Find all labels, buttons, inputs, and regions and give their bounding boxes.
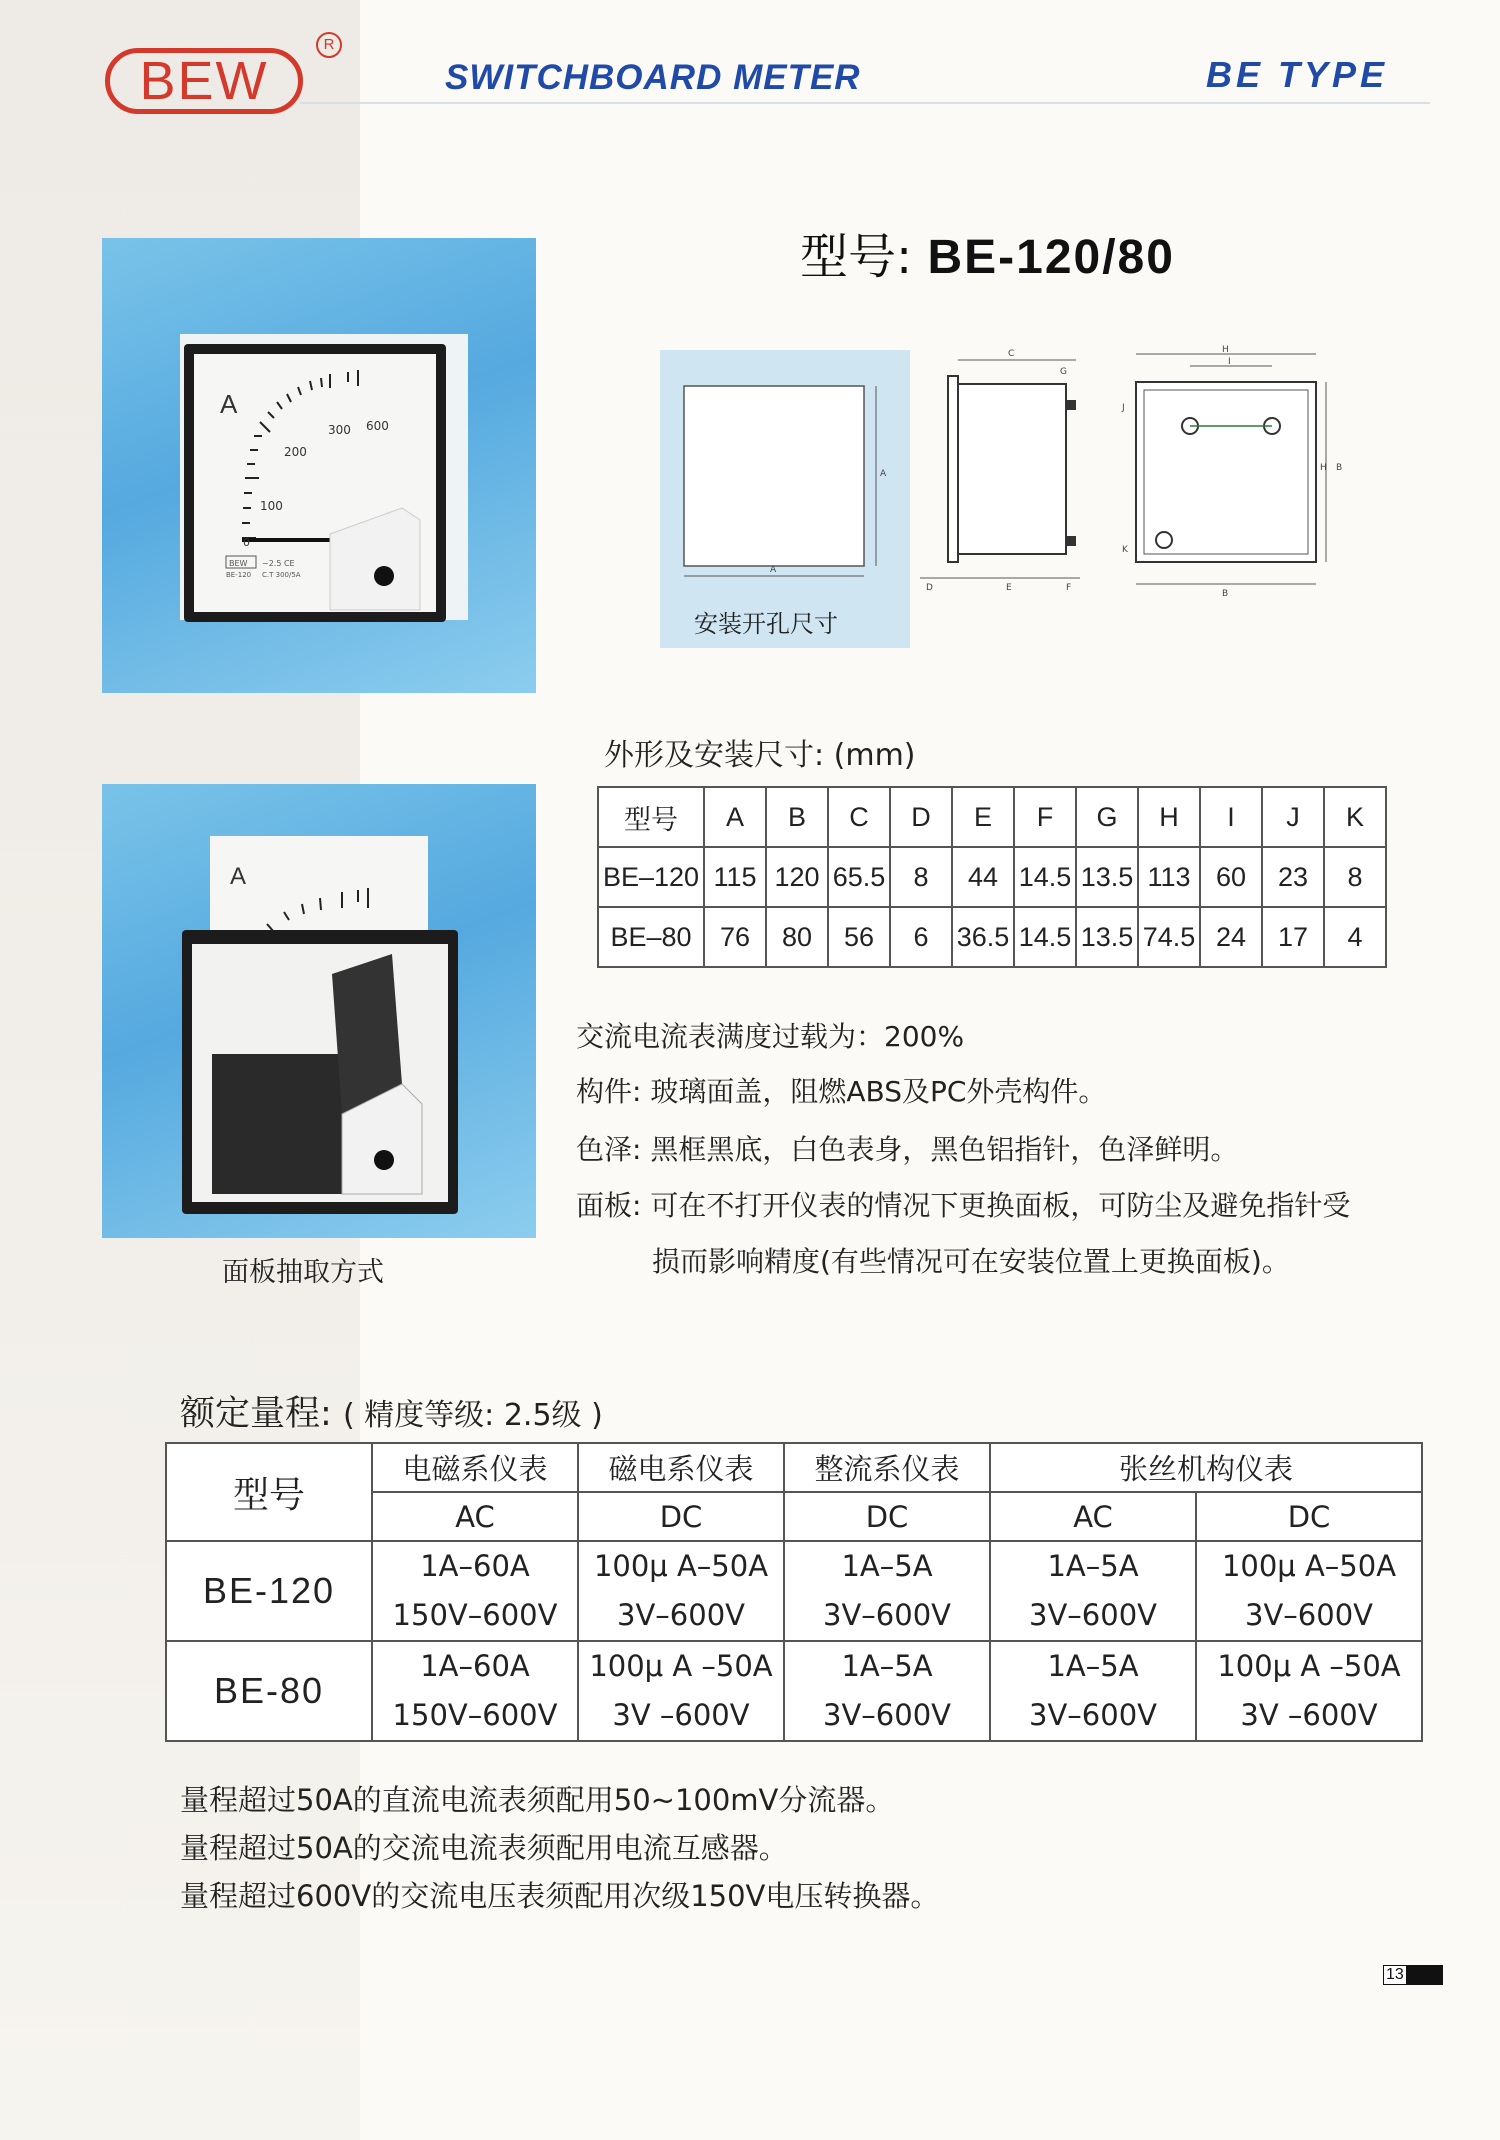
rear-letter-k: K: [1122, 545, 1128, 555]
ranges-subtitle: ( 精度等级: 2.5级 ): [342, 1398, 603, 1433]
dim-header-c: C: [828, 787, 890, 847]
table-cell: BE–80: [598, 907, 704, 967]
cutout-square: [684, 386, 864, 566]
dial-logo: BEW: [229, 559, 248, 568]
ranges-table: [165, 1442, 1423, 1742]
type-ac-2: AC: [990, 1492, 1196, 1541]
dim-header-k: K: [1324, 787, 1386, 847]
dial-unit: A: [220, 389, 238, 419]
range-model-be120: BE-120: [166, 1541, 372, 1641]
table-cell: 23: [1262, 847, 1324, 907]
dial-model: BE-120: [226, 571, 252, 579]
type-ac-1: AC: [372, 1492, 578, 1541]
table-cell: 36.5: [952, 907, 1014, 967]
type-dc-1: DC: [578, 1492, 784, 1541]
dial-label-300: 300: [328, 423, 351, 437]
page-number-tab: [1383, 1965, 1443, 1985]
note-voltage-transformer: 量程超过600V的交流电压表须配用次级150V电压转换器。: [180, 1879, 940, 1913]
rear-letter-j: J: [1122, 403, 1125, 413]
table-cell: 56: [828, 907, 890, 967]
table-cell: 115: [704, 847, 766, 907]
zero-adjust-knob-2: [374, 1150, 394, 1170]
cutout-caption: 安装开孔尺寸: [694, 610, 838, 638]
side-letter-g: G: [1060, 367, 1067, 377]
range-line: 1A–60A: [420, 1649, 530, 1683]
logo-text: BEW: [139, 51, 269, 111]
dim-header-j: J: [1262, 787, 1324, 847]
dial-label-600: 600: [366, 419, 389, 433]
header-rule: [300, 102, 1430, 104]
range-line: 1A–5A: [841, 1549, 933, 1583]
ranges-row-be120: [166, 1541, 1422, 1641]
table-cell: [578, 1541, 784, 1641]
note-dc-shunt: 量程超过50A的直流电流表须配用50~100mV分流器。: [180, 1783, 895, 1817]
table-cell: 8: [1324, 847, 1386, 907]
table-cell: 14.5: [1014, 907, 1076, 967]
model-heading: [800, 218, 1175, 287]
ranges-model-header: 型号: [166, 1443, 372, 1541]
range-line: 100μ A–50A: [593, 1549, 769, 1583]
rear-view-diagram: [1112, 340, 1352, 600]
meter-front-illustration: [102, 238, 536, 693]
table-cell: [372, 1541, 578, 1641]
table-cell: [990, 1541, 1196, 1641]
table-cell: 44: [952, 847, 1014, 907]
type-dc-3: DC: [1196, 1492, 1422, 1541]
dim-header-b: B: [766, 787, 828, 847]
type-dc-2: DC: [784, 1492, 990, 1541]
range-line: 100μ A –50A: [1217, 1649, 1401, 1683]
table-cell: 76: [704, 907, 766, 967]
range-line: 3V –600V: [1240, 1698, 1378, 1732]
range-line: 1A–5A: [1047, 1549, 1139, 1583]
cutout-letter-a-side: A: [880, 469, 887, 479]
table-cell: [990, 1641, 1196, 1741]
table-cell: 113: [1138, 847, 1200, 907]
ranges-row-be80: [166, 1641, 1422, 1741]
rear-letter-h-side: H: [1320, 463, 1327, 473]
side-view-diagram: [920, 340, 1100, 600]
range-line: 3V–600V: [1029, 1698, 1157, 1732]
table-cell: 120: [766, 847, 828, 907]
side-view-terminal-2: [1066, 536, 1076, 546]
range-line: 3V–600V: [1245, 1598, 1373, 1632]
rear-letter-h: H: [1222, 345, 1229, 355]
dim-header-i: I: [1200, 787, 1262, 847]
range-line: 3V–600V: [617, 1598, 745, 1632]
table-cell: 80: [766, 907, 828, 967]
desc-panel-line2: 损而影响精度(有些情况可在安装位置上更换面板)。: [652, 1245, 1290, 1278]
ranges-group-row: [166, 1443, 1422, 1492]
panel-extraction-illustration: [102, 784, 536, 1238]
dim-header-d: D: [890, 787, 952, 847]
rear-view-outline: [1136, 382, 1316, 562]
rear-letter-i: I: [1228, 357, 1231, 367]
table-cell: 13.5: [1076, 907, 1138, 967]
dimensions-table: [597, 786, 1387, 968]
table-cell: 24: [1200, 907, 1262, 967]
side-letter-e: E: [1006, 583, 1012, 593]
side-letter-f: F: [1066, 583, 1072, 593]
table-cell: 6: [890, 907, 952, 967]
desc-color: 色泽: 黑框黑底，白色表身，黑色铝指针，色泽鲜明。: [576, 1133, 1239, 1166]
range-line: 100μ A–50A: [1221, 1549, 1397, 1583]
desc-parts: 构件: 玻璃面盖，阻燃ABS及PC外壳构件。: [576, 1075, 1107, 1108]
table-cell: 8: [890, 847, 952, 907]
ranges-title-main: 额定量程:: [180, 1394, 332, 1434]
dial-label-100: 100: [260, 499, 283, 513]
ranges-title: [180, 1386, 603, 1436]
range-line: 150V–600V: [392, 1598, 558, 1632]
note-ac-ct: 量程超过50A的交流电流表须配用电流互感器。: [180, 1831, 788, 1865]
dimensions-title: 外形及安装尺寸: (mm): [604, 738, 916, 773]
table-cell: 14.5: [1014, 847, 1076, 907]
dim-header-h: H: [1138, 787, 1200, 847]
dim-header-model: 型号: [598, 787, 704, 847]
table-cell: 74.5: [1138, 907, 1200, 967]
table-cell: BE–120: [598, 847, 704, 907]
range-line: 1A–60A: [420, 1549, 530, 1583]
page-number: 13: [1383, 1965, 1407, 1985]
registered-mark: R: [316, 32, 342, 58]
table-cell: 17: [1262, 907, 1324, 967]
range-line: 3V–600V: [1029, 1598, 1157, 1632]
range-line: 3V–600V: [823, 1598, 951, 1632]
range-line: 1A–5A: [1047, 1649, 1139, 1683]
meter-cavity: [212, 1054, 342, 1194]
meter-photo-front: [102, 238, 536, 693]
side-view-body: [958, 384, 1066, 554]
range-line: 3V–600V: [823, 1698, 951, 1732]
table-cell: 65.5: [828, 847, 890, 907]
side-letter-d: D: [926, 583, 933, 593]
group-taut-band: 张丝机构仪表: [990, 1443, 1422, 1492]
table-cell: [784, 1541, 990, 1641]
range-line: 1A–5A: [841, 1649, 933, 1683]
table-cell: [372, 1641, 578, 1741]
rear-letter-b: B: [1222, 589, 1229, 599]
table-cell: 60: [1200, 847, 1262, 907]
dim-header-e: E: [952, 787, 1014, 847]
dial-ct: C.T 300/5A: [262, 571, 301, 579]
dimensions-row-be80: [598, 907, 1386, 967]
side-view-flange: [948, 376, 958, 562]
panel-caption: 面板抽取方式: [222, 1257, 384, 1288]
table-cell: [1196, 1541, 1422, 1641]
meter-photo-panel-extraction: [102, 784, 536, 1238]
dimensions-header-row: [598, 787, 1386, 847]
header-type: BE TYPE: [1206, 54, 1389, 95]
model-code: BE-120/80: [927, 231, 1175, 284]
dial-info: ~2.5 CE: [262, 559, 295, 568]
range-line: 3V –600V: [612, 1698, 750, 1732]
rear-letter-b-side: B: [1336, 463, 1343, 473]
cutout-letter-a: A: [770, 565, 777, 575]
desc-panel-line1: 面板: 可在不打开仪表的情况下更换面板，可防尘及避免指针受: [576, 1189, 1351, 1222]
header-title: SWITCHBOARD METER: [445, 58, 861, 97]
side-view-terminal-1: [1066, 400, 1076, 410]
dial-label-200: 200: [284, 445, 307, 459]
desc-overload: 交流电流表满度过载为：200%: [576, 1020, 965, 1053]
table-cell: 4: [1324, 907, 1386, 967]
extracted-dial-unit: A: [230, 863, 247, 890]
bew-logo: [105, 48, 303, 114]
dimensions-row-be120: [598, 847, 1386, 907]
dim-header-f: F: [1014, 787, 1076, 847]
dim-header-a: A: [704, 787, 766, 847]
group-electromagnetic: 电磁系仪表: [372, 1443, 578, 1492]
table-cell: [1196, 1641, 1422, 1741]
dial-label-0: 0: [243, 536, 250, 549]
table-cell: 13.5: [1076, 847, 1138, 907]
range-model-be80: BE-80: [166, 1641, 372, 1741]
table-cell: [578, 1641, 784, 1741]
model-label: 型号:: [800, 229, 913, 285]
dim-header-g: G: [1076, 787, 1138, 847]
range-line: 150V–600V: [392, 1698, 558, 1732]
group-rectifier: 整流系仪表: [784, 1443, 990, 1492]
group-magnetoelectric: 磁电系仪表: [578, 1443, 784, 1492]
zero-adjust-knob: [374, 566, 394, 586]
table-cell: [784, 1641, 990, 1741]
range-line: 100μ A –50A: [589, 1649, 773, 1683]
side-letter-c: C: [1008, 349, 1015, 359]
